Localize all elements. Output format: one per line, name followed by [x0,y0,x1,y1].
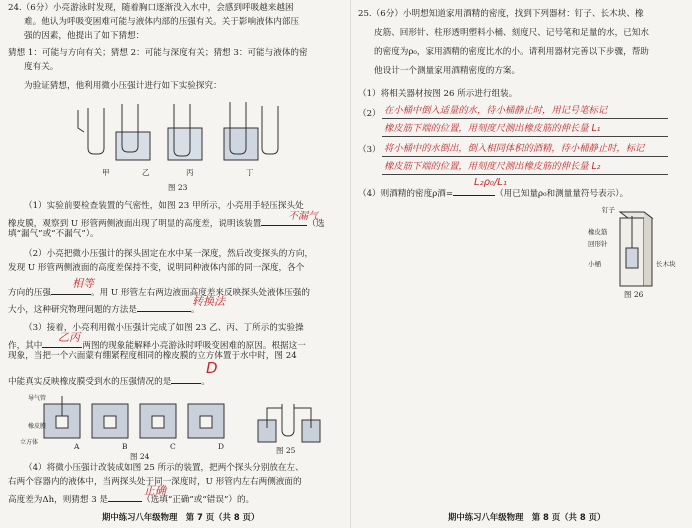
q25-step1: （1）将相关器材按图 26 所示进行组装。 [358,89,518,99]
q24-s4-line3: 高度差为Δh，则猜想 3 是 （选填“正确”或“错误”）的。 [8,490,254,507]
fig26-band-label: 橡皮筋 [588,228,608,236]
fig24-tube-label: 导气管 [28,395,47,402]
answer-q25-2-line2: 橡皮筋下端的位置，用刻度尺测出橡皮筋的伸长量 L₁ [384,123,601,134]
q25-line2: 皮筋、回形针、柱形透明塑料小桶、刻度尺、记号笔和足量的水，已知水 [374,28,650,38]
footer-page-8: 期中练习八年级物理 第 8 页（共 8 页） [448,512,606,522]
fig23-label-bing: 丙 [186,168,194,177]
q24-line1: 24.（6分）小亮游泳时发现，随着胸口逐渐没入水中，会感到呼吸越来越困 [8,3,294,13]
fig26-clip-label: 回形针 [588,240,608,248]
q25-step3-line1 [382,156,668,157]
fig24-membrane-label: 橡皮膜 [28,423,47,430]
q24-s3-line3: 现象，当把一个六面蒙有绷紧程度相同的橡皮膜的立方体置于水中时，图 24 [8,351,297,361]
q25-step4: （4）则酒精的密度ρ酒= （用已知量ρ₀和测量量符号表示）。 [358,184,628,201]
q24-s2-line2: 发现 U 形管两侧液面的高度差保持不变，说明同种液体内部的同一深度，各个 [8,263,305,273]
figure-25 [256,400,322,444]
q24-line3: 强的因素，他提出了如下猜想： [24,31,145,41]
page-divider [350,0,351,528]
answer-q24-2a: 相等 [72,277,94,290]
answer-q24-2b: 转换法 [192,295,225,308]
fig24-cube-label: 立方体 [20,439,39,446]
answer-q24-3b: D [206,359,218,377]
fig26-caption: 图 26 [624,290,644,299]
fig26-bucket-label: 小桶 [588,260,601,268]
fig24-option-c: C [170,442,176,451]
q24-s4-line1: （4）将微小压强计改装成如图 25 所示的装置，把两个探头分别放在左、 [24,463,304,473]
answer-q25-4: L₂ρ₀/L₁ [474,177,507,188]
figure-24 [24,392,232,444]
fig23-label-ding: 丁 [246,168,254,177]
answer-q24-4: 正确 [144,484,166,497]
q25-step2-line1 [382,118,668,119]
q24-s3-line2: 作，其中 两图的现象能解释小亮游泳时呼吸变困难的原因。根据这一 [8,336,306,353]
q25-line3: 的密度为ρ₀，家用酒精的密度比水的小。请利用器材完善以下步骤，帮助 [374,47,649,57]
q24-line2: 难。他认为呼吸变困难可能与液体内部的压强有关。关于影响液体内部压 [24,17,300,27]
q25-step3-label: （3） [358,145,381,155]
answer-q25-3-line2: 橡皮筋下端的位置，用刻度尺测出橡皮筋的伸长量 L₂ [384,161,601,172]
q24-intro: 为验证猜想，他利用微小压强计进行如下实验探究： [24,81,222,91]
q24-s1-line3: 填“漏气”或“不漏气”）。 [8,229,99,239]
q25-step2-label: （2） [358,109,381,119]
q24-hypotheses: 猜想 1：可能与方向有关；猜想 2：可能与深度有关；猜想 3：可能与液体的密 [8,48,308,58]
fig24-option-b: B [122,442,128,451]
fig26-nail-label: 钉子 [602,206,615,214]
fig23-label-jia: 甲 [102,168,110,177]
q24-blank3 [137,300,191,312]
fig23-caption: 图 23 [168,183,188,192]
q25-line4: 他设计一个测量家用酒精密度的方案。 [374,66,521,76]
q25-step3-line2 [382,174,668,175]
fig26-block-label: 长木块 [656,260,676,268]
q24-blank5 [171,372,201,384]
q24-hypotheses-cont: 度有关。 [24,62,59,72]
q24-s2-line4: 大小，这种研究物理问题的方法是 。 [8,300,200,317]
q24-s3-line4: 中能真实反映橡皮膜受到水的压强情况的是 。 [8,372,210,389]
fig25-caption: 图 25 [276,446,296,455]
answer-q25-2-line1: 在小桶中倒入适量的水，待小桶静止时，用记号笔标记 [384,105,608,116]
q25-line1: 25.（6分）小明想知道家用酒精的密度，找到下列器材：钉子、长木块、橡 [358,9,644,19]
q24-s2-line1: （2）小亮把微小压强计的探头固定在水中某一深度，然后改变探头的方向， [24,249,314,259]
figure-23 [76,98,286,168]
answer-q24-3a: 乙丙 [58,331,80,344]
footer-page-7: 期中练习八年级物理 第 7 页（共 8 页） [102,512,260,522]
q24-s4-line2: 右两个容器内的液体中，当两探头处于同一深度时，U 形管内左右两侧液面的 [8,477,302,487]
figure-26 [596,208,676,288]
fig24-option-d: D [218,442,225,451]
answer-q24-1: 不漏气 [288,211,318,222]
fig24-caption: 图 24 [130,452,150,461]
q24-s1-line2: 橡皮膜，观察到 U 形管两侧液面出现了明显的高度差，说明该装置 （选 [8,214,325,231]
q24-blank6 [108,490,142,502]
answer-q25-3-line1: 将小桶中的水倒出，倒入相同体积的酒精，待小桶静止时，标记 [384,143,645,154]
q25-step2-line2 [382,136,668,137]
q24-s1-line1: （1）实验前要检查装置的气密性，如图 23 甲所示，小亮用手轻压探头处 [24,201,304,211]
fig23-label-yi: 乙 [142,168,150,177]
q24-s2-line3: 方向的压强 。用 U 形管左右两边液面高度差来反映探头处液体压强的 [8,283,310,300]
q24-s3-line1: （3）接着，小亮利用微小压强计完成了如图 23 乙、丙、丁所示的实验操 [24,323,304,333]
fig24-option-a: A [74,442,80,451]
